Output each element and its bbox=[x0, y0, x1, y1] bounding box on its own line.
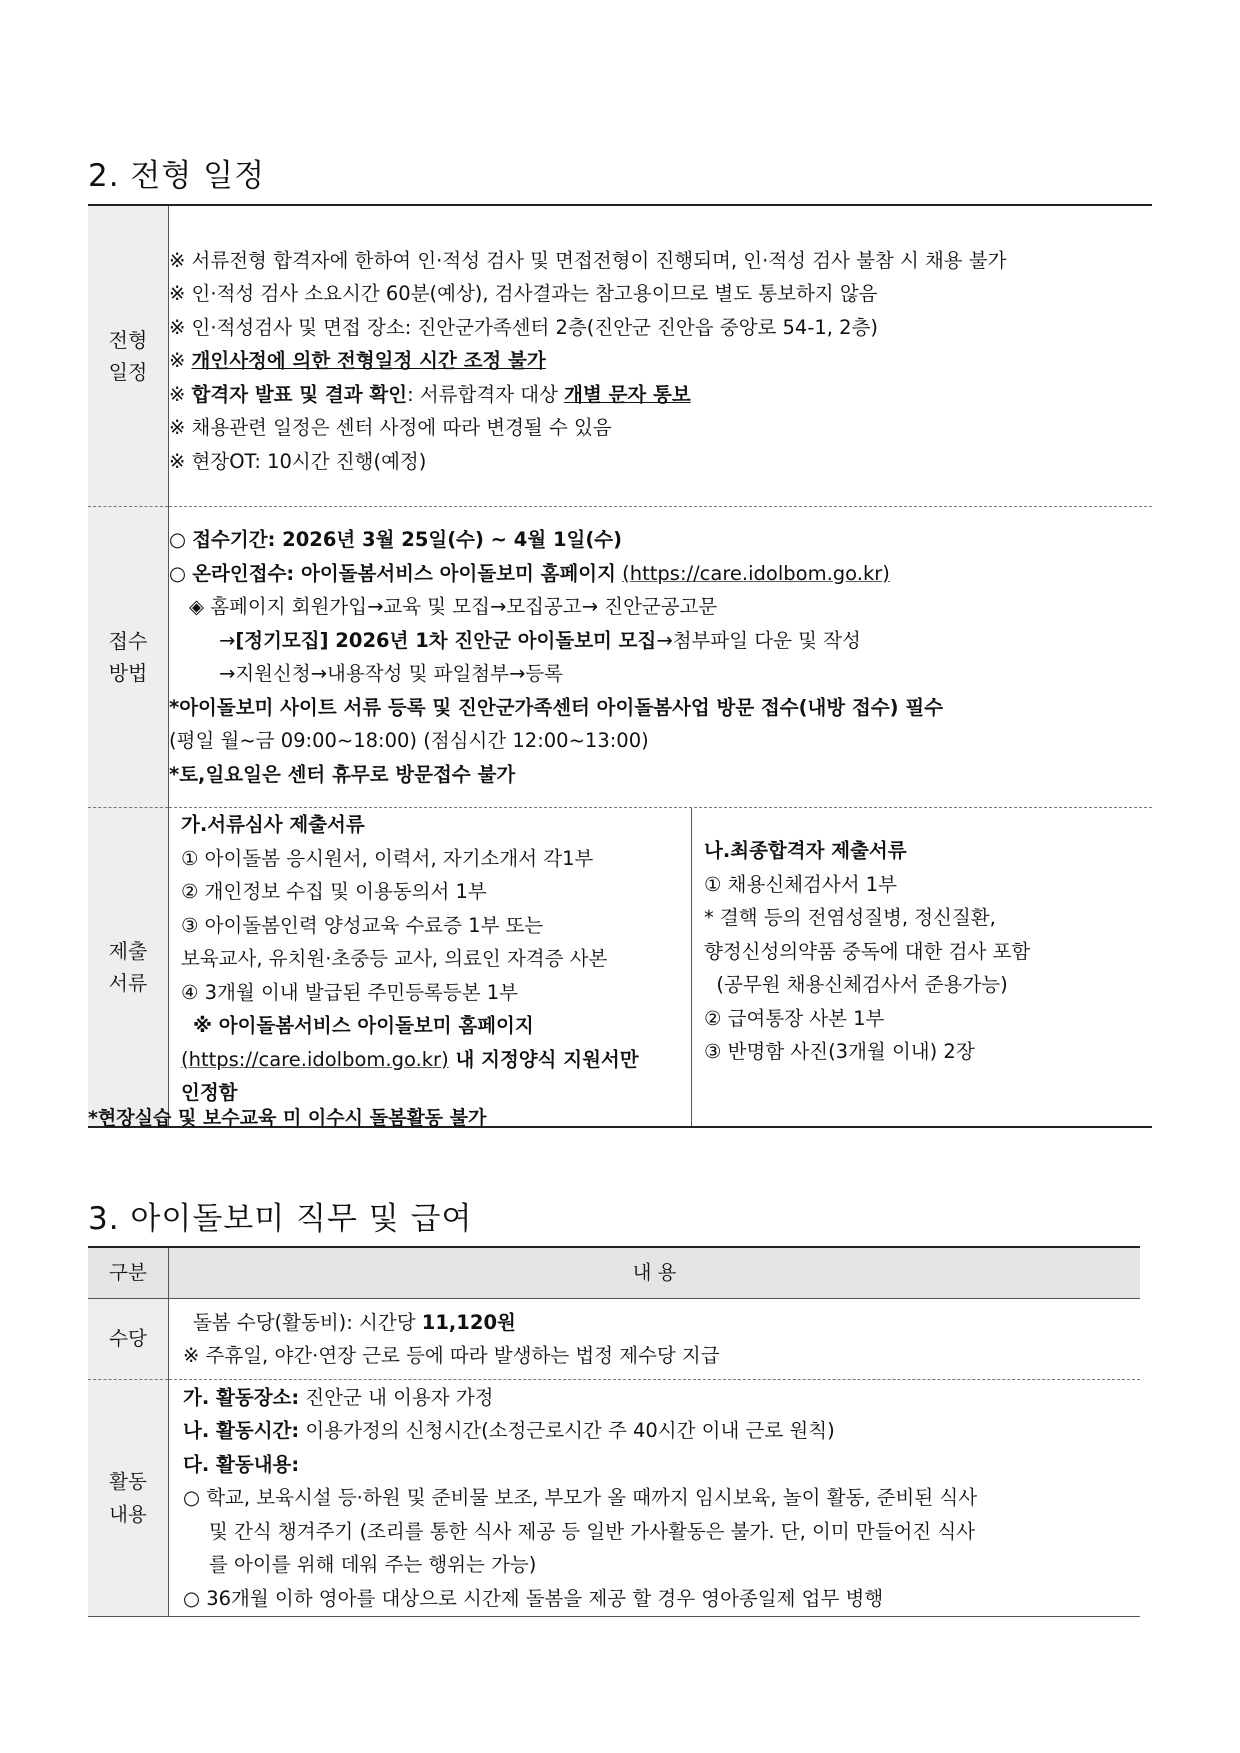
row-label-apply: 접수 방법 bbox=[88, 507, 169, 808]
section3-title: 3. 아이돌보미 직무 및 급여 bbox=[88, 1201, 473, 1237]
apply-row bbox=[88, 507, 1152, 808]
apply-note-3: *토,일요일은 센터 휴무로 방문접수 불가 bbox=[169, 762, 516, 786]
docs-right-item: (공무원 채용신체검사서 준용가능) bbox=[704, 973, 1008, 996]
idolbom-link-2[interactable]: (https://care.idolbom.go.kr) bbox=[181, 1047, 449, 1071]
docs-left bbox=[169, 808, 692, 1126]
idolbom-link[interactable]: (https://care.idolbom.go.kr) bbox=[622, 561, 890, 585]
schedule-line-3: ※ 인·적성검사 및 면접 장소: 진안군가족센터 2층(진안군 진안읍 중앙로 54-1, 2층) bbox=[169, 315, 879, 339]
activity-time: 나. 활동시간: 이용가정의 신청시간(소정근로시간 주 40시간 이내 근로 원칙) bbox=[183, 1419, 835, 1443]
activity-item-1c: 를 아이를 위해 데워 주는 행위는 가능) bbox=[209, 1553, 537, 1577]
docs-split bbox=[169, 808, 1152, 1126]
schedule-line-2: ※ 인·적성 검사 소요시간 60분(예상), 검사결과는 참고용이므로 별도 통보하지 않음 bbox=[169, 282, 878, 306]
schedule-line-6: ※ 채용관련 일정은 센터 사정에 따라 변경될 수 있음 bbox=[169, 416, 612, 440]
schedule-line-7: ※ 현장OT: 10시간 진행(예정) bbox=[169, 449, 427, 473]
docs-right-item: ③ 반명함 사진(3개월 이내) 2장 bbox=[704, 1040, 975, 1063]
row-label-schedule: 전형 일정 bbox=[88, 205, 169, 507]
activity-item-1b: 및 간식 챙겨주기 (조리를 통한 식사 제공 등 일반 가사활동은 불가. 단, 이미 만들어진 식사 bbox=[209, 1519, 976, 1543]
apply-note-2: (평일 월~금 09:00~18:00) (점심시간 12:00~13:00) bbox=[169, 729, 649, 752]
docs-right bbox=[692, 808, 1153, 1126]
section2-title: 2. 전형 일정 bbox=[88, 158, 266, 194]
schedule-line-5: ※ 합격자 발표 및 결과 확인: 서류합격자 대상 개별 문자 통보 bbox=[169, 382, 691, 406]
row-label-docs: 제출 서류 bbox=[88, 808, 169, 1128]
apply-step-2: →[정기모집] 2026년 1차 진안군 아이돌보미 모집→첨부파일 다운 및 작성 bbox=[219, 628, 861, 652]
pay-content bbox=[169, 1299, 1141, 1380]
docs-right-item: 향정신성의약품 중독에 대한 검사 포함 bbox=[704, 939, 1031, 963]
docs-left-note: ※ 아이돌봄서비스 아이돌보미 홈페이지 bbox=[193, 1014, 534, 1037]
docs-left-item: ③ 아이돌봄인력 양성교육 수료증 1부 또는 bbox=[181, 913, 544, 937]
schedule-row bbox=[88, 205, 1152, 507]
docs-right-item: ① 채용신체검사서 1부 bbox=[704, 872, 897, 896]
activity-content bbox=[169, 1380, 1141, 1617]
docs-left-item: 보육교사, 유치원·초중등 교사, 의료인 자격증 사본 bbox=[181, 947, 608, 970]
header-category: 구분 bbox=[88, 1247, 169, 1299]
docs-left-item: ④ 3개월 이내 발급된 주민등록등본 1부 bbox=[181, 980, 519, 1004]
activity-row bbox=[88, 1380, 1140, 1617]
docs-right-title: 나.최종합격자 제출서류 bbox=[704, 839, 907, 862]
docs-left-item: ② 개인정보 수집 및 이용동의서 1부 bbox=[181, 880, 487, 903]
schedule-content bbox=[169, 205, 1153, 507]
schedule-line-4: ※ 개인사정에 의한 전형일정 시간 조정 불가 bbox=[169, 349, 546, 373]
docs-left-item: ① 아이돌봄 응시원서, 이력서, 자기소개서 각1부 bbox=[181, 846, 594, 870]
pay-row bbox=[88, 1299, 1140, 1380]
docs-left-note-end: 인정함 bbox=[181, 1081, 238, 1104]
activity-item-2: ○ 36개월 이하 영아를 대상으로 시간제 돌봄을 제공 할 경우 영아종일제 업무 병행 bbox=[183, 1586, 884, 1610]
docs-left-title: 가.서류심사 제출서류 bbox=[181, 813, 365, 836]
apply-step-3: →지원신청→내용작성 및 파일첨부→등록 bbox=[219, 662, 563, 685]
pay-line-2: ※ 주휴일, 야간·연장 근로 등에 따라 발생하는 법정 제수당 지급 bbox=[183, 1344, 720, 1367]
activity-content-title: 다. 활동내용: bbox=[183, 1452, 300, 1476]
docs-right-item: ② 급여통장 사본 1부 bbox=[704, 1006, 885, 1030]
duty-header-row bbox=[88, 1247, 1140, 1299]
apply-note-1: *아이돌보미 사이트 서류 등록 및 진안군가족센터 아이돌봄사업 방문 접수(내방 접수) 필수 bbox=[169, 695, 944, 719]
apply-online: ○ 온라인접수: 아이돌봄서비스 아이돌보미 홈페이지 (https://care.idolbom.go.kr) bbox=[169, 561, 890, 585]
apply-step-1: ◈ 홈페이지 회원가입→교육 및 모집→모집공고→ 진안군공고문 bbox=[189, 595, 718, 618]
row-label-pay: 수당 bbox=[88, 1299, 169, 1380]
pay-line-1: 돌봄 수당(활동비): 시간당 11,120원 bbox=[193, 1310, 516, 1334]
header-content: 내 용 bbox=[169, 1247, 1141, 1299]
apply-content bbox=[169, 507, 1153, 808]
docs-right-item: * 결핵 등의 전염성질병, 정신질환, bbox=[704, 906, 996, 929]
row-label-activity: 활동 내용 bbox=[88, 1380, 169, 1617]
apply-period: ○ 접수기간: 2026년 3월 25일(수) ~ 4월 1일(수) bbox=[169, 528, 623, 551]
schedule-line-1: ※ 서류전형 합격자에 한하여 인·적성 검사 및 면접전형이 진행되며, 인·적성 검사 불참 시 채용 불가 bbox=[169, 248, 1007, 272]
schedule-table bbox=[88, 204, 1152, 1128]
docs-content bbox=[169, 808, 1153, 1128]
docs-row bbox=[88, 808, 1152, 1128]
activity-place: 가. 활동장소: 진안군 내 이용자 가정 bbox=[183, 1385, 494, 1409]
docs-left-note-link-line: (https://care.idolbom.go.kr) 내 지정양식 지원서만 bbox=[181, 1047, 639, 1071]
footnote: *현장실습 및 보수교육 미 이수시 돌봄활동 불가 bbox=[88, 1107, 487, 1129]
duty-table bbox=[88, 1246, 1140, 1617]
activity-item-1a: ○ 학교, 보육시설 등·하원 및 준비물 보조, 부모가 올 때까지 임시보육, 놀이 활동, 준비된 식사 bbox=[183, 1486, 978, 1510]
